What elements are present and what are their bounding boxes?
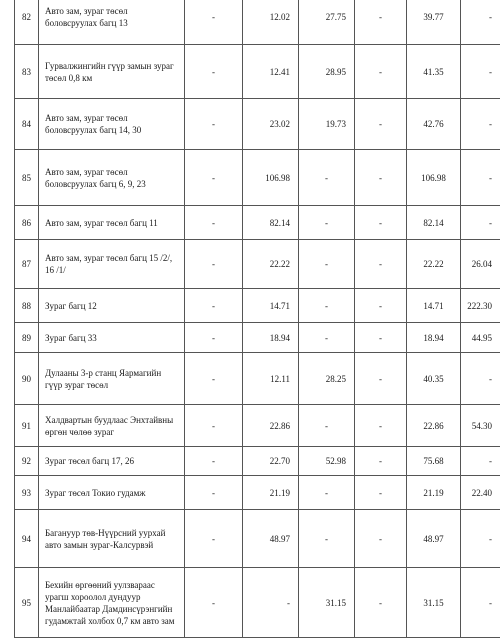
cell-col2: 14.71 (243, 289, 299, 323)
cell-col4: - (355, 289, 407, 323)
cell-col3: - (299, 323, 355, 353)
cell-col3: - (299, 476, 355, 510)
cell-col4: - (355, 447, 407, 476)
cell-col6: 22.40 (461, 476, 500, 510)
row-number: 91 (15, 405, 39, 447)
row-description: Зураг төсөл Токио гудамж (39, 476, 185, 510)
cell-col1: - (185, 0, 243, 45)
cell-col2: 106.98 (243, 150, 299, 206)
row-description: Бехийн өргөөний уулзвараас урагш хороолол дундуур Манлайбаатар Дамдинсүрэнгийн гудамжтай холбох 0,7 км авто зам (39, 568, 185, 638)
cell-col4: - (355, 0, 407, 45)
row-description: Авто зам, зураг төсөл боловсруулах багц 14, 30 (39, 99, 185, 150)
cell-col1: - (185, 510, 243, 568)
cell-col1: - (185, 150, 243, 206)
cell-col4: - (355, 240, 407, 289)
row-description: Зураг төсөл багц 17, 26 (39, 447, 185, 476)
cell-col4: - (355, 99, 407, 150)
cell-col5: 106.98 (407, 150, 461, 206)
cell-col3: 52.98 (299, 447, 355, 476)
cell-col6: - (461, 568, 500, 638)
cell-col4: - (355, 405, 407, 447)
cell-col3: - (299, 510, 355, 568)
cell-col1: - (185, 353, 243, 405)
cell-col2: 21.19 (243, 476, 299, 510)
row-number: 85 (15, 150, 39, 206)
row-number: 93 (15, 476, 39, 510)
cell-col1: - (185, 206, 243, 240)
row-number: 84 (15, 99, 39, 150)
table-row (15, 510, 500, 568)
cell-col2: 12.41 (243, 45, 299, 99)
cell-col6: - (461, 353, 500, 405)
cell-col5: 18.94 (407, 323, 461, 353)
cell-col4: - (355, 206, 407, 240)
cell-col5: 31.15 (407, 568, 461, 638)
cell-col1: - (185, 476, 243, 510)
cell-col1: - (185, 405, 243, 447)
cell-col3: - (299, 405, 355, 447)
row-description: Гурвалжингийн гүүр замын зураг төсөл 0,8 км (39, 45, 185, 99)
cell-col4: - (355, 323, 407, 353)
cell-col2: 82.14 (243, 206, 299, 240)
cell-col6: - (461, 510, 500, 568)
row-number: 87 (15, 240, 39, 289)
row-description: Авто зам, зураг төсөл боловсруулах багц 6, 9, 23 (39, 150, 185, 206)
cell-col3: - (299, 150, 355, 206)
cell-col6: - (461, 447, 500, 476)
cell-col5: 40.35 (407, 353, 461, 405)
cell-col2: 22.22 (243, 240, 299, 289)
cell-col1: - (185, 45, 243, 99)
cell-col6: - (461, 206, 500, 240)
cell-col3: 27.75 (299, 0, 355, 45)
cell-col2: - (243, 568, 299, 638)
table-row (15, 447, 500, 476)
table-row (15, 0, 500, 45)
row-number: 83 (15, 45, 39, 99)
table-row (15, 476, 500, 510)
table-row (15, 45, 500, 99)
row-number: 92 (15, 447, 39, 476)
cell-col6: - (461, 99, 500, 150)
row-description: Дулааны 3-р станц Яармагийн гүүр зураг төсөл (39, 353, 185, 405)
cell-col5: 48.97 (407, 510, 461, 568)
cell-col6: 222.30 (461, 289, 500, 323)
cell-col2: 22.70 (243, 447, 299, 476)
table-row (15, 206, 500, 240)
cell-col3: 31.15 (299, 568, 355, 638)
cell-col4: - (355, 150, 407, 206)
row-number: 86 (15, 206, 39, 240)
row-description: Авто зам, зураг төсөл багц 11 (39, 206, 185, 240)
cell-col1: - (185, 289, 243, 323)
table-row (15, 323, 500, 353)
cell-col5: 22.86 (407, 405, 461, 447)
cell-col3: 28.95 (299, 45, 355, 99)
cell-col2: 23.02 (243, 99, 299, 150)
row-description: Багануур төв-Нүүрсний уурхай авто замын зураг-Калсурвэй (39, 510, 185, 568)
cell-col5: 14.71 (407, 289, 461, 323)
row-description: Халдвартын буудлаас Энхтайвны өргөн чөлөө зураг (39, 405, 185, 447)
cell-col4: - (355, 45, 407, 99)
row-description: Авто зам, зураг төсөл багц 15 /2/, 16 /1/ (39, 240, 185, 289)
table-row (15, 99, 500, 150)
table-row (15, 353, 500, 405)
cell-col1: - (185, 240, 243, 289)
row-number: 89 (15, 323, 39, 353)
row-number: 82 (15, 0, 39, 45)
cell-col6: - (461, 0, 500, 45)
table-row (15, 150, 500, 206)
cell-col6: 44.95 (461, 323, 500, 353)
cell-col4: - (355, 510, 407, 568)
cell-col3: - (299, 289, 355, 323)
cell-col5: 21.19 (407, 476, 461, 510)
cell-col6: 54.30 (461, 405, 500, 447)
row-description: Авто зам, зураг төсөл боловсруулах багц 13 (39, 0, 185, 45)
row-number: 90 (15, 353, 39, 405)
row-description: Зураг багц 33 (39, 323, 185, 353)
table-row (15, 240, 500, 289)
cell-col6: - (461, 45, 500, 99)
cell-col6: 26.04 (461, 240, 500, 289)
cell-col5: 82.14 (407, 206, 461, 240)
cell-col5: 41.35 (407, 45, 461, 99)
cell-col3: 28.25 (299, 353, 355, 405)
row-number: 95 (15, 568, 39, 638)
table-row (15, 405, 500, 447)
cell-col6: - (461, 150, 500, 206)
cell-col5: 75.68 (407, 447, 461, 476)
cell-col4: - (355, 353, 407, 405)
cell-col3: 19.73 (299, 99, 355, 150)
cell-col5: 42.76 (407, 99, 461, 150)
table-body (15, 0, 500, 638)
cell-col2: 22.86 (243, 405, 299, 447)
row-number: 94 (15, 510, 39, 568)
cell-col1: - (185, 447, 243, 476)
cell-col1: - (185, 99, 243, 150)
cell-col2: 12.02 (243, 0, 299, 45)
cell-col2: 48.97 (243, 510, 299, 568)
cell-col4: - (355, 476, 407, 510)
table-row (15, 289, 500, 323)
cell-col4: - (355, 568, 407, 638)
cell-col2: 12.11 (243, 353, 299, 405)
cell-col3: - (299, 206, 355, 240)
cell-col3: - (299, 240, 355, 289)
cell-col5: 39.77 (407, 0, 461, 45)
cell-col1: - (185, 568, 243, 638)
row-number: 88 (15, 289, 39, 323)
table-row (15, 568, 500, 638)
row-description: Зураг багц 12 (39, 289, 185, 323)
cell-col2: 18.94 (243, 323, 299, 353)
budget-table (14, 0, 500, 638)
cell-col5: 22.22 (407, 240, 461, 289)
cell-col1: - (185, 323, 243, 353)
